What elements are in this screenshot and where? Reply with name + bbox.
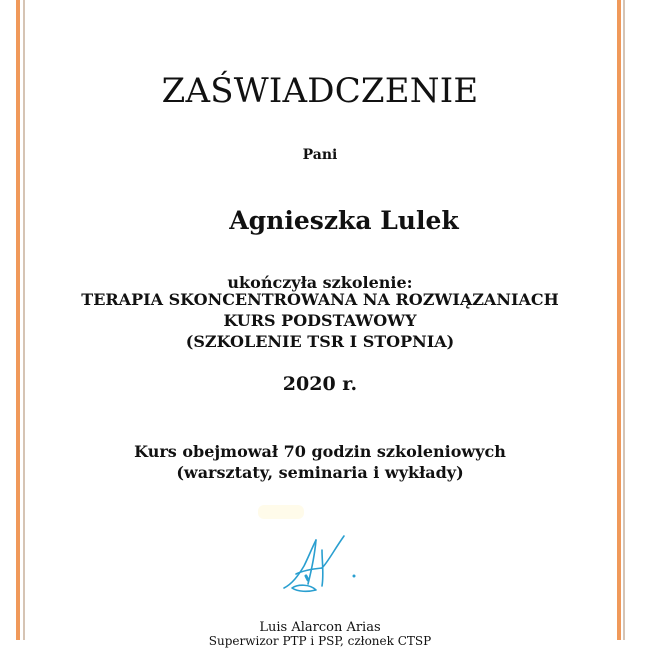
signer-name: Luis Alarcon Arias [259,620,381,635]
signer-title: Superwizor PTP i PSP, członek CTSP [208,634,432,648]
course-year: 2020 r. [282,373,358,395]
course-level: KURS PODSTAWOWY [223,311,417,330]
salutation: Pani [302,147,338,163]
signature-smudge [258,505,304,519]
course-subtitle: (SZKOLENIE TSR I STOPNIA) [185,332,455,351]
course-hours: Kurs obejmował 70 godzin szkoleniowych [134,442,506,461]
course-format: (warsztaty, seminaria i wykłady) [176,463,464,482]
certificate-title: ZAŚWIADCZENIE [161,71,479,111]
course-name: TERAPIA SKONCENTROWANA NA ROZWIĄZANIACH [81,290,559,309]
recipient-name: Agnieszka Lulek [229,206,459,235]
signature-icon [278,528,368,594]
completed-label: ukończyła szkolenie: [227,273,413,292]
